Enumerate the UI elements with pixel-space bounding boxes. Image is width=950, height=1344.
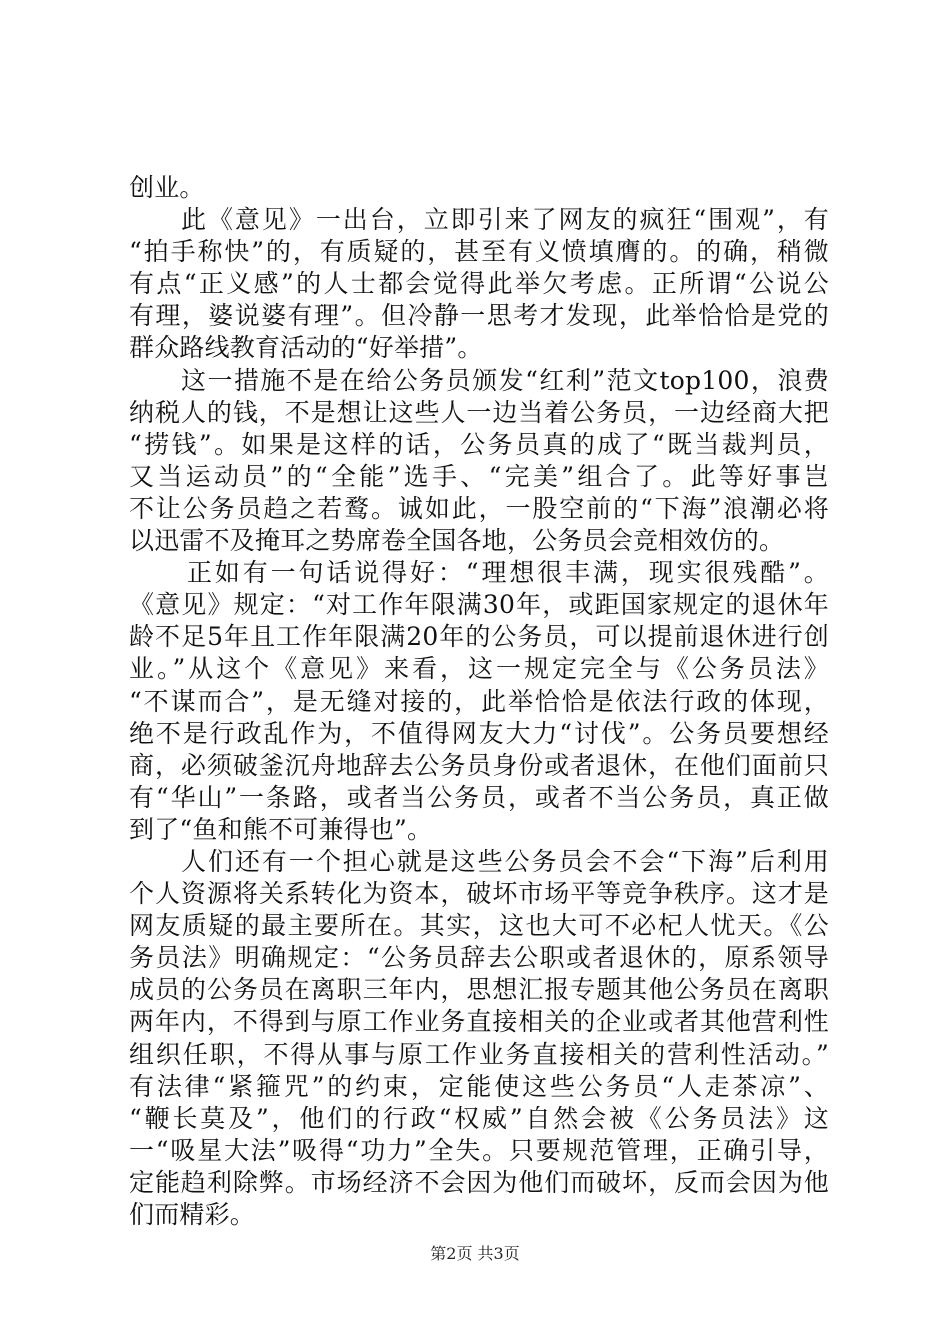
text-line: 龄不足5年且工作年限满20年的公务员，可以提前退休进行创 bbox=[129, 622, 829, 652]
text-line: 两年内，不得到与原工作业务直接相关的企业或者其他营利性 bbox=[129, 1007, 829, 1037]
page-footer bbox=[0, 1244, 950, 1264]
text-line: 有法律“紧箍咒”的约束，定能使这些公务员“人走茶凉”、 bbox=[129, 1071, 829, 1101]
page-number: 第2页 共3页 bbox=[430, 1244, 520, 1263]
text-line: 有理，婆说婆有理”。但冷静一思考才发现，此举恰恰是党的 bbox=[129, 301, 829, 331]
text-line: 绝不是行政乱作为，不值得网友大力“讨伐”。公务员要想经 bbox=[129, 718, 829, 748]
text-line: 又当运动员”的“全能”选手、“完美”组合了。此等好事岂 bbox=[129, 461, 829, 491]
text-line: “捞钱”。如果是这样的话，公务员真的成了“既当裁判员， bbox=[129, 429, 829, 459]
text-line: 群众路线教育活动的“好举措”。 bbox=[129, 333, 483, 363]
text-line: 纳税人的钱，不是想让这些人一边当着公务员，一边经商大把 bbox=[129, 397, 829, 427]
text-line: 组织任职，不得从事与原工作业务直接相关的营利性活动。” bbox=[129, 1039, 829, 1069]
text-line: 正如有一句话说得好：“理想很丰满，现实很残酷”。 bbox=[187, 558, 829, 588]
text-line: 创业。 bbox=[129, 173, 205, 202]
text-line: 此《意见》一出台，立即引来了网友的疯狂“围观”，有 bbox=[181, 205, 829, 235]
text-line: 定能趋利除弊。市场经济不会因为他们而破坏，反而会因为他 bbox=[129, 1167, 829, 1197]
text-line: 一“吸星大法”吸得“功力”全失。只要规范管理，正确引导， bbox=[129, 1135, 829, 1165]
document-body bbox=[129, 172, 829, 1231]
text-line: 业。”从这个《意见》来看，这一规定完全与《公务员法》 bbox=[129, 654, 829, 684]
text-line: 个人资源将关系转化为资本，破坏市场平等竞争秩序。这才是 bbox=[129, 879, 829, 909]
text-line: 人们还有一个担心就是这些公务员会不会“下海”后利用 bbox=[181, 846, 829, 876]
text-line: 以迅雷不及掩耳之势席卷全国各地，公务员会竞相效仿的。 bbox=[129, 526, 785, 556]
text-line: “不谋而合”，是无缝对接的，此举恰恰是依法行政的体现， bbox=[129, 686, 829, 716]
text-line: 不让公务员趋之若鹜。诚如此，一股空前的“下海”浪潮必将 bbox=[129, 493, 829, 523]
text-line: 有点“正义感”的人士都会觉得此举欠考虑。正所谓“公说公 bbox=[129, 269, 829, 299]
text-line: 这一措施不是在给公务员颁发“红利”范文top100，浪费 bbox=[181, 365, 829, 395]
text-line: 到了“鱼和熊不可兼得也”。 bbox=[129, 814, 433, 844]
text-line: 网友质疑的最主要所在。其实，这也大可不必杞人忧天。《公 bbox=[129, 911, 829, 941]
text-line: 商，必须破釜沉舟地辞去公务员身份或者退休，在他们面前只 bbox=[129, 750, 829, 780]
text-line: 《意见》规定：“对工作年限满30年，或距国家规定的退休年 bbox=[129, 590, 829, 620]
text-line: 务员法》明确规定：“公务员辞去公职或者退休的，原系领导 bbox=[129, 943, 829, 973]
text-line: 成员的公务员在离职三年内，思想汇报专题其他公务员在离职 bbox=[129, 975, 829, 1005]
text-line: 有“华山”一条路，或者当公务员，或者不当公务员，真正做 bbox=[129, 782, 829, 812]
text-line: “拍手称快”的，有质疑的，甚至有义愤填膺的。的确，稍微 bbox=[129, 237, 829, 267]
text-line: “鞭长莫及”，他们的行政“权威”自然会被《公务员法》这 bbox=[129, 1103, 829, 1133]
text-line: 们而精彩。 bbox=[129, 1200, 256, 1229]
